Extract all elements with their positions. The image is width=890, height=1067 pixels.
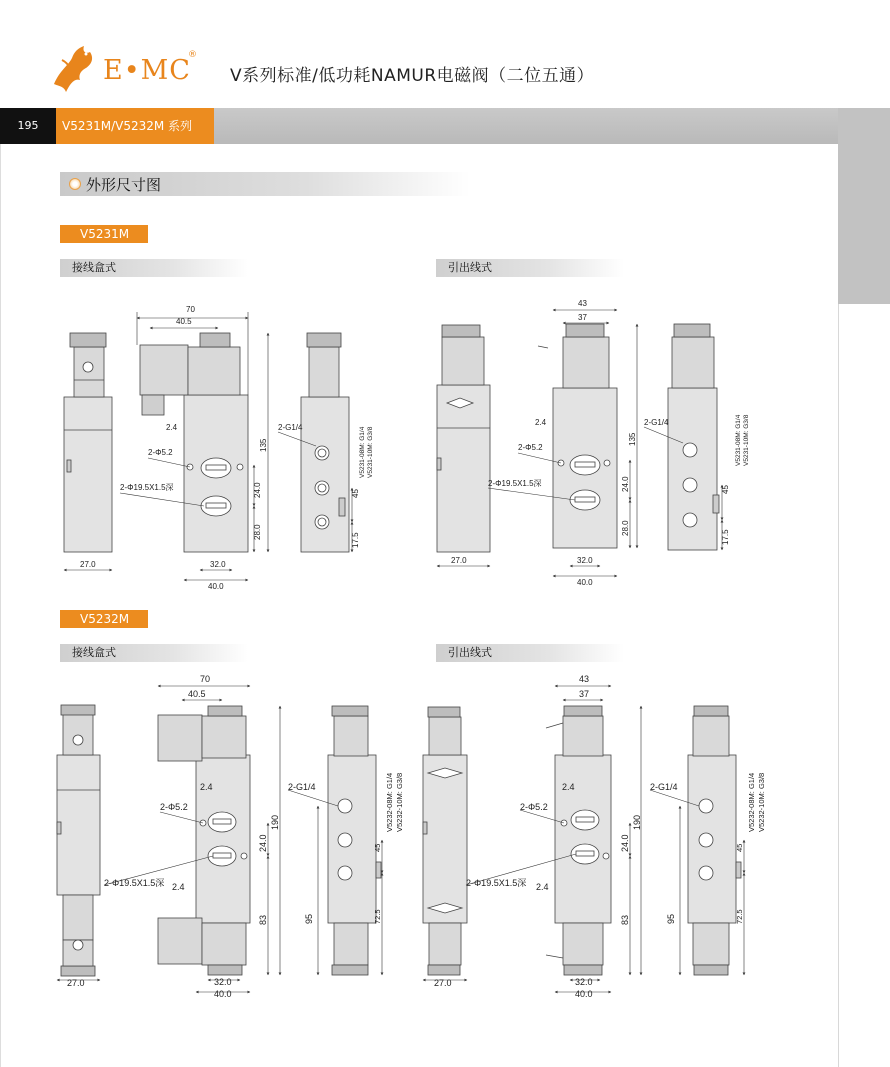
- dim-83: 83: [620, 914, 630, 925]
- section-title: 外形尺寸图: [86, 176, 162, 194]
- dim-17-5: 17.5: [351, 532, 360, 548]
- label-hole-19-5: 2-Φ19.5X1.5深: [488, 479, 542, 488]
- label-port-g14: 2-G1/4: [278, 423, 303, 432]
- dim-2-4: 2.4: [200, 782, 213, 792]
- dim-32: 32.0: [210, 560, 226, 569]
- model-tag-v5232m: V5232M: [60, 610, 148, 628]
- subheader-junction-box: 接线盒式: [60, 259, 248, 277]
- label-v5231-10m: V5231-10M: G3/8: [367, 426, 374, 478]
- dim-45: 45: [721, 485, 730, 494]
- label-hole-19-5: 2-Φ19.5X1.5深: [466, 878, 527, 888]
- dim-2-4-lower: 2.4: [536, 882, 549, 892]
- v5232m-lead-front-view: [546, 706, 611, 975]
- dim-43: 43: [578, 299, 587, 308]
- dim-27: 27.0: [80, 560, 96, 569]
- dim-2-4: 2.4: [166, 423, 178, 432]
- series-tab: V5231M/V5232M 系列: [56, 108, 214, 144]
- dim-45: 45: [373, 843, 382, 852]
- dim-70: 70: [186, 305, 195, 314]
- label-hole-5-2: 2-Φ5.2: [518, 443, 543, 452]
- dim-40: 40.0: [214, 989, 232, 999]
- dim-24: 24.0: [258, 834, 268, 852]
- dim-40: 40.0: [575, 989, 593, 999]
- dim-32: 32.0: [214, 977, 232, 987]
- dim-40: 40.0: [577, 578, 593, 587]
- logo-registered-mark: ®: [188, 50, 197, 60]
- v5231m-lead-end-view: [668, 324, 719, 550]
- label-v5232-10m: V5232-10M: G3/8: [757, 772, 766, 832]
- label-v5231-08m: V5231-08M: G1/4: [735, 414, 742, 466]
- dim-72-5: 72.5: [735, 909, 744, 924]
- dim-24: 24.0: [621, 476, 630, 492]
- dim-190: 190: [632, 814, 642, 830]
- v5231m-lead-front-view: [538, 324, 617, 548]
- dim-17-5: 17.5: [721, 529, 730, 545]
- v5232m-lead-side-view: [423, 707, 467, 975]
- label-hole-19-5: 2-Φ19.5X1.5深: [120, 483, 174, 492]
- dim-27: 27.0: [451, 556, 467, 565]
- dim-28: 28.0: [621, 520, 630, 536]
- label-hole-5-2: 2-Φ5.2: [148, 448, 173, 457]
- dim-135: 135: [259, 438, 268, 452]
- dim-83: 83: [258, 914, 268, 925]
- label-hole-5-2: 2-Φ5.2: [520, 802, 548, 812]
- dim-40: 40.0: [208, 582, 224, 591]
- model-tag-v5231m: V5231M: [60, 225, 148, 243]
- dim-27: 27.0: [434, 978, 452, 988]
- v5231m-junction-side-view: [64, 333, 112, 552]
- subheader-lead-wire: 引出线式: [436, 644, 624, 662]
- v5232m-lead-end-view: [688, 706, 741, 975]
- v5232m-junction-side-view: [57, 705, 100, 976]
- label-v5232-08m: V5232-08M: G1/4: [747, 772, 756, 832]
- label-v5231-10m: V5231-10M: G3/8: [743, 414, 750, 466]
- dim-2-4: 2.4: [535, 418, 547, 427]
- label-port-g14: 2-G1/4: [288, 782, 316, 792]
- dim-135: 135: [628, 432, 637, 446]
- dim-28: 28.0: [253, 524, 262, 540]
- label-v5232-08m: V5232-08M: G1/4: [385, 772, 394, 832]
- dim-32: 32.0: [575, 977, 593, 987]
- dim-24: 24.0: [620, 834, 630, 852]
- logo-text: E•MC: [103, 55, 191, 86]
- dim-95: 95: [666, 913, 676, 924]
- dim-43: 43: [579, 674, 590, 684]
- dim-45: 45: [735, 843, 744, 852]
- dim-37: 37: [579, 689, 590, 699]
- label-port-g14: 2-G1/4: [650, 782, 678, 792]
- dim-37: 37: [578, 313, 587, 322]
- dim-190: 190: [270, 814, 280, 830]
- v5232m-junction-end-view: [328, 706, 381, 975]
- dim-40-5: 40.5: [188, 689, 206, 699]
- dim-32: 32.0: [577, 556, 593, 565]
- dim-40-5: 40.5: [176, 317, 192, 326]
- dim-2-4-lower: 2.4: [172, 882, 185, 892]
- label-hole-19-5: 2-Φ19.5X1.5深: [104, 878, 165, 888]
- dim-45: 45: [351, 489, 360, 498]
- dim-72-5: 72.5: [373, 909, 382, 924]
- v5231m-junction-end-view: [301, 333, 349, 552]
- v5231m-lead-side-view: [437, 325, 490, 552]
- subheader-junction-box: 接线盒式: [60, 644, 248, 662]
- subheader-lead-wire: 引出线式: [436, 259, 624, 277]
- label-port-g14: 2-G1/4: [644, 418, 669, 427]
- label-hole-5-2: 2-Φ5.2: [160, 802, 188, 812]
- v5232m-junction-front-view: [158, 706, 250, 975]
- label-v5231-08m: V5231-08M: G1/4: [359, 426, 366, 478]
- dim-24: 24.0: [253, 482, 262, 498]
- dim-95: 95: [304, 913, 314, 924]
- dim-27: 27.0: [67, 978, 85, 988]
- page-title: V系列标准/低功耗NAMUR电磁阀（二位五通）: [230, 66, 595, 86]
- dim-2-4: 2.4: [562, 782, 575, 792]
- page-number: 195: [0, 108, 56, 144]
- label-v5232-10m: V5232-10M: G3/8: [395, 772, 404, 832]
- v5231m-junction-front-view: [140, 333, 248, 552]
- dim-70: 70: [200, 674, 211, 684]
